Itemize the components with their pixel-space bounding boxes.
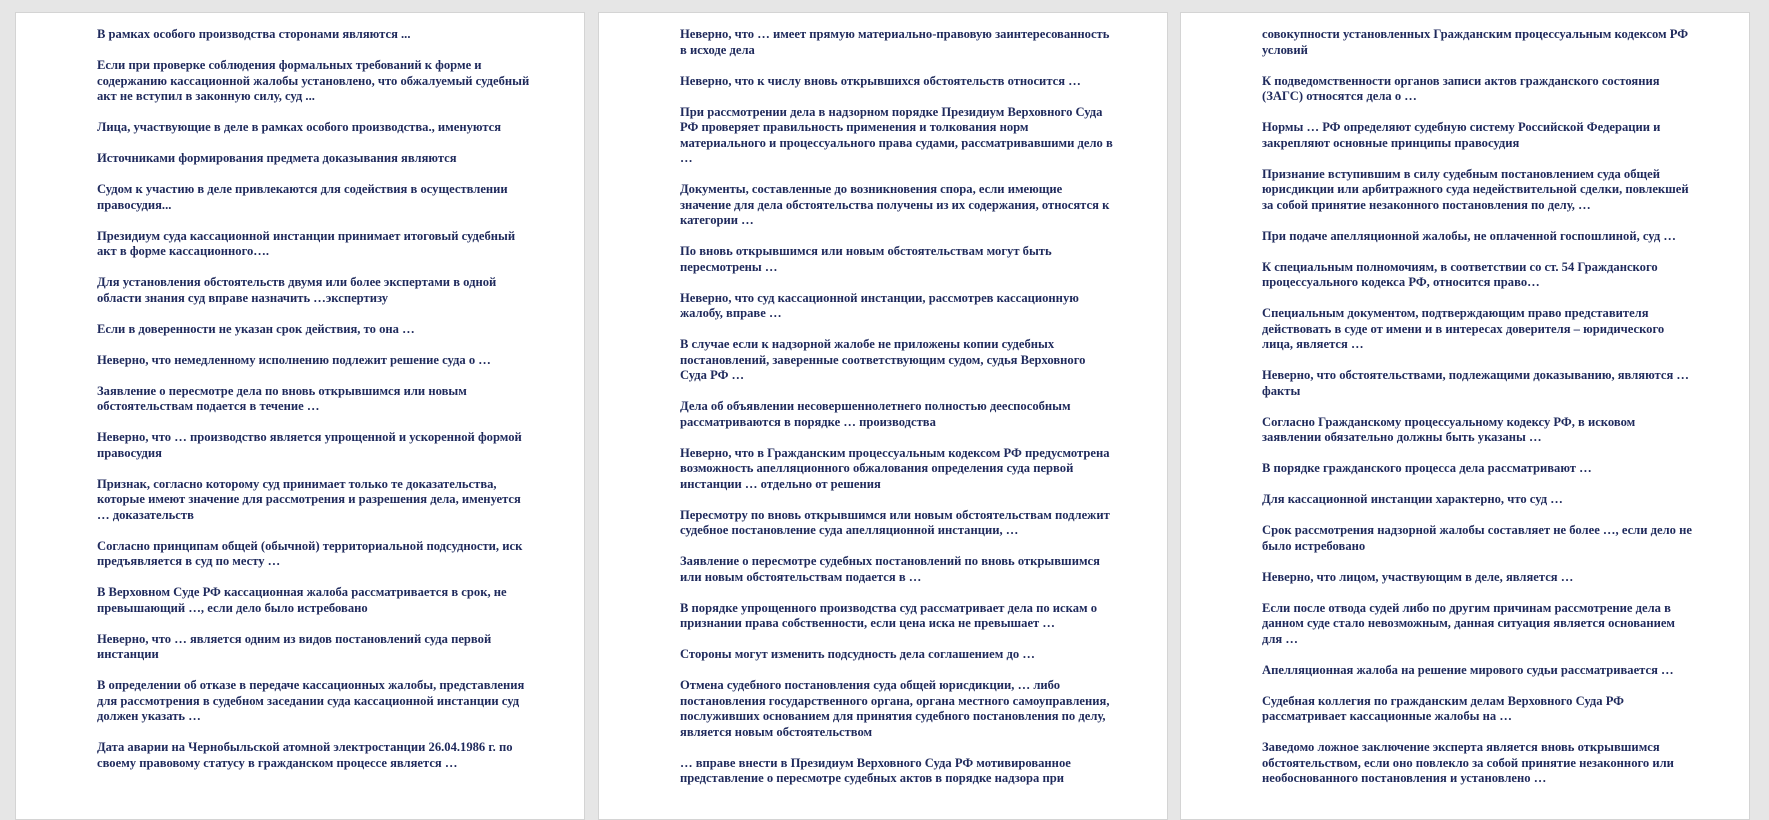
document-page-1 [15, 12, 585, 820]
page-text [1262, 27, 1697, 802]
question-paragraph: Судебная коллегия по гражданским делам Верховного Суда РФ рассматривает кассационные жалобы на … [1262, 693, 1624, 723]
question-paragraph: В порядке упрощенного производства суд рассматривает дела по искам о признании права собственности, если цена иска не превышает … [680, 600, 1098, 630]
question-paragraph: Заведомо ложное заключение эксперта является вновь открывшимся обстоятельством, если оно повлекло за собой принятие незаконного или необоснованного постановления и установлено … [1262, 740, 1674, 785]
question-paragraph: В порядке гражданского процесса дела рассматривают … [1262, 461, 1592, 475]
question-paragraph: При рассмотрении дела в надзорном порядке Президиум Верховного Суда РФ проверяет правильность применения и толкования норм материального и процессуального права судами, рассматривавшими дело в … [680, 104, 1113, 165]
question-paragraph: В рамках особого производства сторонами являются ... [97, 27, 411, 41]
question-paragraph: совокупности установленных Гражданским процессуальным кодексом РФ условий [1262, 27, 1689, 57]
question-paragraph: Если при проверке соблюдения формальных требований к форме и содержанию кассационной жалобы установлено, что обжалуемый судебный акт не вступил в законную силу, суд ... [97, 58, 530, 103]
question-paragraph: В случае если к надзорной жалобе не приложены копии судебных постановлений, заверенные соответствующим судом, судья Верховного Суда РФ … [680, 337, 1086, 382]
question-paragraph: Для установления обстоятельств двумя или более экспертами в одной области знания суд вправе назначить …экспертизу [97, 275, 497, 305]
question-paragraph: Неверно, что лицом, участвующим в деле, является … [1262, 569, 1574, 584]
document-page-3 [1180, 12, 1750, 820]
page-text [97, 27, 532, 787]
question-paragraph: Неверно, что в Гражданским процессуальным кодексом РФ предусмотрена возможность апелляционного обжалования определения суда первой инстанции … отдельно от решения [680, 445, 1110, 491]
question-paragraph: … вправе внести в Президиум Верховного Суда РФ мотивированное представление о пересмотре судебных актов в порядке надзора при [680, 755, 1071, 785]
question-paragraph: Признание вступившим в силу судебным постановлением суда общей юрисдикции или арбитражного суда недействительной сделки, повлекшей за собой принятие незаконного постановления по делу, … [1262, 166, 1689, 212]
question-paragraph: Президиум суда кассационной инстанции принимает итоговый судебный акт в форме кассационного…. [97, 228, 516, 258]
question-paragraph: Нормы … РФ определяют судебную систему Российской Федерации и закрепляют основные принципы правосудия [1262, 120, 1661, 150]
question-paragraph: В определении об отказе в передаче кассационных жалобы, представления для рассмотрения в судебном заседании суда кассационной инстанции суд должен указать … [97, 678, 525, 723]
question-paragraph: Неверно, что к числу вновь открывшихся обстоятельств относится … [680, 73, 1081, 88]
page-text [680, 27, 1115, 802]
question-paragraph: В Верховном Суде РФ кассационная жалоба рассматривается в срок, не превышающий …, если дело было истребовано [97, 585, 507, 615]
question-paragraph: Согласно принципам общей (обычной) территориальной подсудности, иск предъявляется в суд по месту … [97, 538, 523, 568]
question-paragraph: Заявление о пересмотре судебных постановлений по вновь открывшимся или новым обстоятельствам подается в … [680, 554, 1100, 584]
question-paragraph: Согласно Гражданскому процессуальному кодексу РФ, в исковом заявлении обязательно должны быть указаны … [1262, 414, 1636, 444]
question-paragraph: Неверно, что … имеет прямую материально-правовую заинтересованность в исходе дела [680, 27, 1110, 57]
question-paragraph: Документы, составленные до возникновения спора, если имеющие значение для дела обстоятельства получены из их содержания, относятся к категории … [680, 182, 1110, 227]
question-paragraph: При подаче апелляционной жалобы, не оплаченной госпошлиной, суд … [1262, 228, 1676, 243]
question-paragraph: Заявление о пересмотре дела по вновь открывшимся или новым обстоятельствам подается в течение … [97, 383, 467, 413]
question-paragraph: Пересмотру по вновь открывшимся или новым обстоятельствам подлежит судебное постановление суда апелляционной инстанции, … [680, 507, 1110, 537]
document-page-2 [598, 12, 1168, 820]
question-paragraph: К подведомственности органов записи актов гражданского состояния (ЗАГС) относятся дела о … [1262, 73, 1660, 103]
question-paragraph: Для кассационной инстанции характерно, что суд … [1262, 492, 1563, 506]
question-paragraph: Апелляционная жалоба на решение мирового судьи рассматривается … [1262, 662, 1674, 677]
question-paragraph: Дела об объявлении несовершеннолетнего полностью дееспособным рассматриваются в порядке … производства [680, 399, 1071, 429]
question-paragraph: К специальным полномочиям, в соответствии со ст. 54 Гражданского процессуального кодекса РФ, относится право… [1262, 259, 1658, 289]
question-paragraph: Неверно, что … производство является упрощенной и ускоренной формой правосудия [97, 430, 522, 460]
question-paragraph: Неверно, что суд кассационной инстанции, рассмотрев кассационную жалобу, вправе … [680, 290, 1079, 320]
question-paragraph: Срок рассмотрения надзорной жалобы составляет не более …, если дело не было истребовано [1262, 523, 1692, 553]
question-paragraph: Если в доверенности не указан срок действия, то она … [97, 321, 415, 336]
question-paragraph: Специальным документом, подтверждающим право представителя действовать в суде от имени и в интересах доверителя – юридического лица, является … [1262, 306, 1665, 351]
question-paragraph: Дата аварии на Чернобыльской атомной электростанции 26.04.1986 г. по своему правовому статусу в гражданском процессе является … [97, 740, 513, 770]
question-paragraph: Признак, согласно которому суд принимает только те доказательства, которые имеют значение для рассмотрения и разрешения дела, именуется … доказательств [97, 476, 521, 522]
question-paragraph: Источниками формирования предмета доказывания являются [97, 151, 457, 165]
question-paragraph: По вновь открывшимся или новым обстоятельствам могут быть пересмотрены … [680, 244, 1052, 274]
question-paragraph: Стороны могут изменить подсудность дела соглашением до … [680, 647, 1035, 661]
question-paragraph: Неверно, что немедленному исполнению подлежит решение суда о … [97, 352, 491, 367]
question-paragraph: Неверно, что … является одним из видов постановлений суда первой инстанции [97, 631, 492, 661]
question-paragraph: Судом к участию в деле привлекаются для содействия в осуществлении правосудия... [97, 182, 508, 212]
question-paragraph: Лица, участвующие в деле в рамках особого производства., именуются [97, 120, 502, 134]
question-paragraph: Отмена судебного постановления суда общей юрисдикции, … либо постановления государственного органа, органа местного самоуправления, послуживших основанием для принятия судебного постановления по делу, является новым обстоятельством [680, 678, 1110, 739]
question-paragraph: Если после отвода судей либо по другим причинам рассмотрение дела в данном суде стало невозможным, данная ситуация является основанием для … [1262, 600, 1675, 646]
question-paragraph: Неверно, что обстоятельствами, подлежащими доказыванию, являются … факты [1262, 368, 1690, 398]
